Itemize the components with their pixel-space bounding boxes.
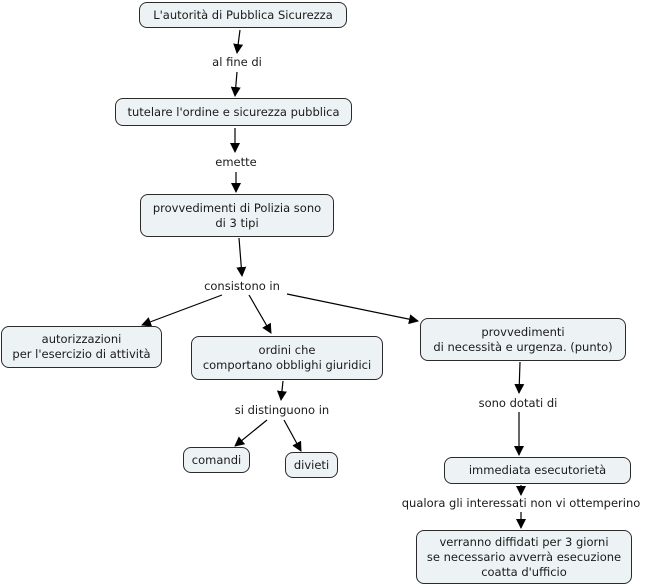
arrow-ordini-to-sidistinguono [281, 381, 283, 400]
link-label-al-fine-di[interactable]: al fine di [212, 55, 262, 69]
arrow-necessita-to-sonodotati [519, 362, 520, 393]
arrow-consistono-to-ordini [249, 295, 271, 333]
concept-divieti[interactable]: divieti [285, 452, 338, 478]
concept-provvedimenti-polizia[interactable]: provvedimenti di Polizia sono di 3 tipi [140, 194, 334, 237]
arrow-provvedimenti-to-consistono [239, 238, 242, 276]
link-label-sono-dotati-di[interactable]: sono dotati di [478, 396, 558, 410]
concept-ordini[interactable]: ordini che comportano obblighi giuridici [191, 336, 383, 380]
arrow-consistono-to-autorizzazioni [142, 295, 222, 325]
link-label-emette[interactable]: emette [215, 155, 257, 169]
concept-diffidati[interactable]: verranno diffidati per 3 giorni se necessario avverrà esecuzione coatta d'ufficio [416, 530, 632, 584]
arrow-sidistinguono-to-divieti [284, 420, 301, 451]
concept-autorita[interactable]: L'autorità di Pubblica Sicurezza [139, 2, 347, 28]
arrow-sidistinguono-to-comandi [235, 420, 267, 446]
concept-esecutorieta[interactable]: immediata esecutorietà [444, 457, 631, 484]
concept-tutelare[interactable]: tutelare l'ordine e sicurezza pubblica [115, 98, 352, 126]
concept-autorizzazioni[interactable]: autorizzazioni per l'esercizio di attività [1, 326, 162, 368]
link-label-qualora[interactable]: qualora gli interessati non vi ottemperino [401, 496, 641, 510]
link-label-consistono-in[interactable]: consistono in [204, 279, 280, 293]
arrow-autorita-to-alfinedi [237, 30, 240, 53]
concept-comandi[interactable]: comandi [183, 447, 250, 473]
arrow-alfinedi-to-tutelare [235, 72, 237, 96]
arrow-consistono-to-necessita [287, 294, 418, 321]
link-label-si-distinguono-in[interactable]: si distinguono in [234, 403, 330, 417]
concept-necessita-urgenza[interactable]: provvedimenti di necessità e urgenza. (punto) [420, 318, 626, 361]
